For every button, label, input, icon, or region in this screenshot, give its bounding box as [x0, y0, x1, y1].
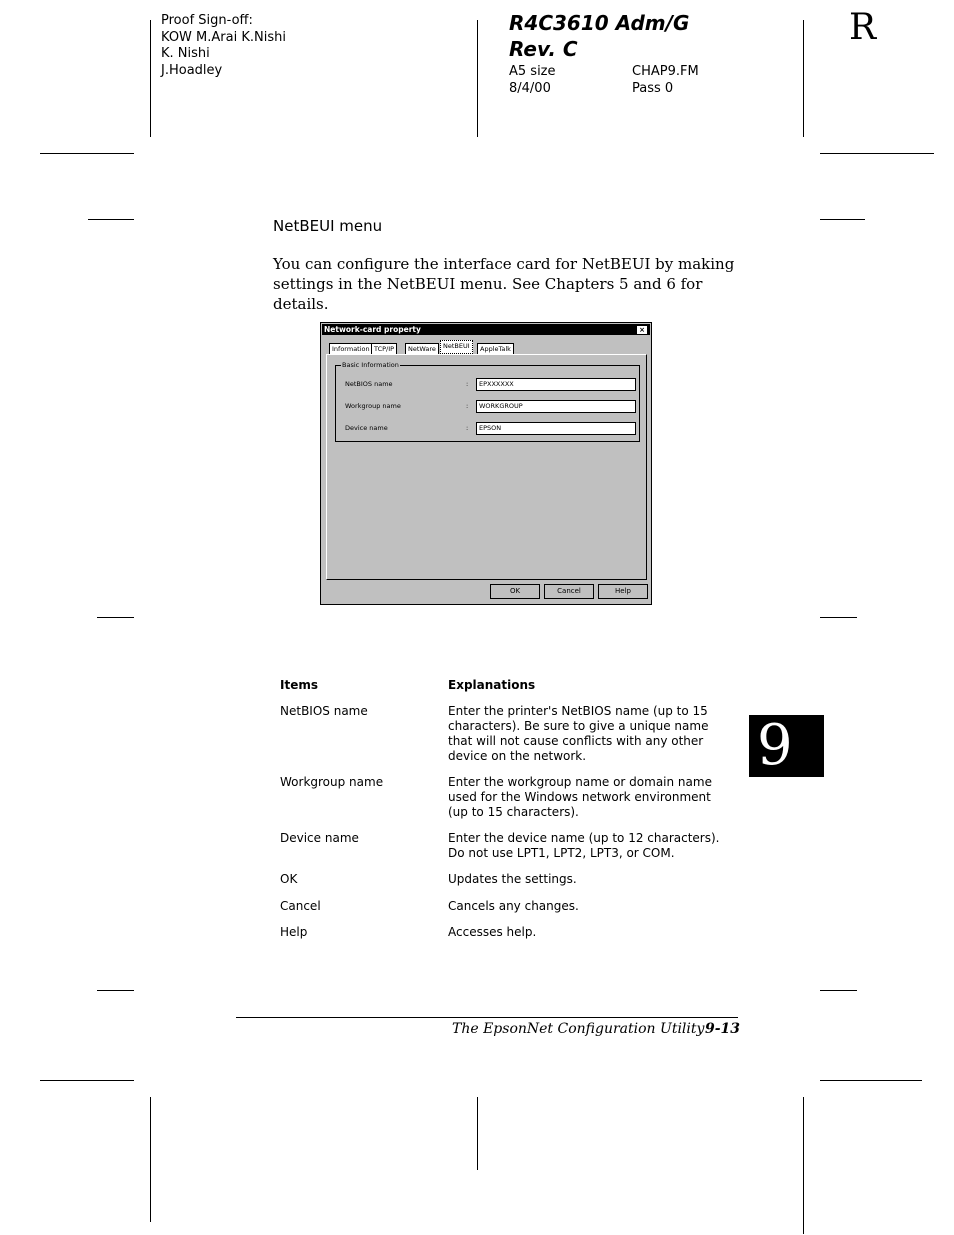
explanation-line: device on the network.	[448, 749, 587, 763]
cancel-button[interactable]: Cancel	[544, 584, 594, 599]
explanation-line: characters). Be sure to give a unique name	[448, 719, 709, 733]
crop-mark	[803, 1097, 804, 1234]
proof-signoff	[161, 13, 286, 79]
pass-number: Pass 0	[632, 81, 674, 96]
device-name-label: Device name	[345, 424, 388, 432]
dialog-title-bar	[322, 324, 650, 335]
item-cell: Help	[280, 925, 308, 939]
crop-mark	[150, 1097, 151, 1222]
explanation-cell	[448, 775, 733, 820]
crop-mark	[97, 617, 134, 618]
ok-button[interactable]: OK	[490, 584, 540, 599]
doc-revision: Rev. C	[509, 37, 578, 61]
crop-mark	[40, 1080, 134, 1081]
footer-rule	[236, 1017, 738, 1018]
crop-mark	[477, 20, 478, 137]
basic-information-group	[335, 361, 640, 442]
proof-line: Proof Sign-off:	[161, 13, 253, 28]
explanation-line: that will not cause conflicts with any other	[448, 734, 704, 748]
item-cell: NetBIOS name	[280, 704, 368, 718]
column-header: Explanations	[448, 678, 536, 692]
dialog-title: Network-card property	[324, 325, 421, 334]
network-card-property-dialog	[320, 322, 652, 605]
netbios-name-input[interactable]: EPXXXXXX	[476, 378, 636, 391]
item-cell: OK	[280, 872, 298, 886]
explanation-line: Do not use LPT1, LPT2, LPT3, or COM.	[448, 846, 675, 860]
item-cell: Cancel	[280, 899, 321, 913]
group-label: Basic Information	[342, 361, 399, 369]
explanation-cell	[448, 831, 733, 861]
tab-netbeui[interactable]: NetBEUI	[440, 340, 473, 354]
chapter-number: 9	[757, 713, 793, 778]
explanation-line: used for the Windows network environment	[448, 790, 711, 804]
explanation-cell: Accesses help.	[448, 925, 537, 939]
crop-mark	[820, 1080, 922, 1081]
workgroup-name-label: Workgroup name	[345, 402, 401, 410]
close-icon[interactable]: ×	[636, 325, 648, 335]
proof-line: J.Hoadley	[161, 62, 223, 78]
crop-mark	[97, 990, 134, 991]
page-number: 9-13	[705, 1021, 741, 1037]
explanation-line: Enter the printer's NetBIOS name (up to 15	[448, 704, 708, 718]
doc-title	[509, 10, 689, 62]
crop-mark	[820, 990, 857, 991]
paper-size: A5 size	[509, 64, 556, 79]
netbeui-panel	[326, 354, 647, 580]
section-title: NetBEUI menu	[273, 217, 383, 235]
device-name-input[interactable]: EPSON	[476, 422, 636, 435]
print-date: 8/4/00	[509, 81, 551, 96]
tab-tcpip[interactable]: TCP/IP	[371, 343, 397, 354]
chapter-tab	[749, 715, 824, 777]
help-button[interactable]: Help	[598, 584, 648, 599]
explanation-cell: Cancels any changes.	[448, 899, 579, 913]
tab-appletalk[interactable]: AppleTalk	[477, 343, 514, 354]
tab-netware[interactable]: NetWare	[405, 343, 439, 354]
item-cell: Device name	[280, 831, 359, 845]
crop-mark	[40, 153, 134, 154]
field-colon: :	[466, 424, 469, 432]
crop-mark	[88, 219, 134, 220]
crop-mark	[477, 1097, 478, 1170]
intro-paragraph: You can configure the interface card for NetBEUI by making settings in the NetBEUI menu. See Chapters 5 and 6 for details.	[273, 255, 735, 313]
explanation-cell: Updates the settings.	[448, 872, 577, 886]
item-cell: Workgroup name	[280, 775, 384, 789]
doc-title-line: R4C3610 Adm/G	[509, 11, 690, 35]
proof-line: K. Nishi	[161, 46, 210, 61]
field-colon: :	[466, 402, 469, 410]
explanation-cell	[448, 704, 733, 764]
workgroup-name-input[interactable]: WORKGROUP	[476, 400, 636, 413]
explanation-line: Enter the device name (up to 12 characters).	[448, 831, 720, 845]
proof-line: KOW M.Arai K.Nishi	[161, 29, 286, 45]
explanation-line: Enter the workgroup name or domain name	[448, 775, 712, 789]
crop-mark	[150, 20, 151, 137]
column-header: Items	[280, 678, 318, 692]
explanation-line: (up to 15 characters).	[448, 805, 579, 819]
crop-mark	[820, 153, 934, 154]
netbios-name-label: NetBIOS name	[345, 380, 393, 388]
tab-information[interactable]: Information	[329, 343, 373, 354]
file-name: CHAP9.FM	[632, 64, 699, 79]
field-colon: :	[466, 380, 469, 388]
footer-title: The EpsonNet Configuration Utility	[452, 1021, 705, 1037]
crop-mark	[820, 617, 857, 618]
crop-mark	[820, 219, 865, 220]
corner-letter: R	[849, 7, 877, 48]
crop-mark	[803, 20, 804, 137]
